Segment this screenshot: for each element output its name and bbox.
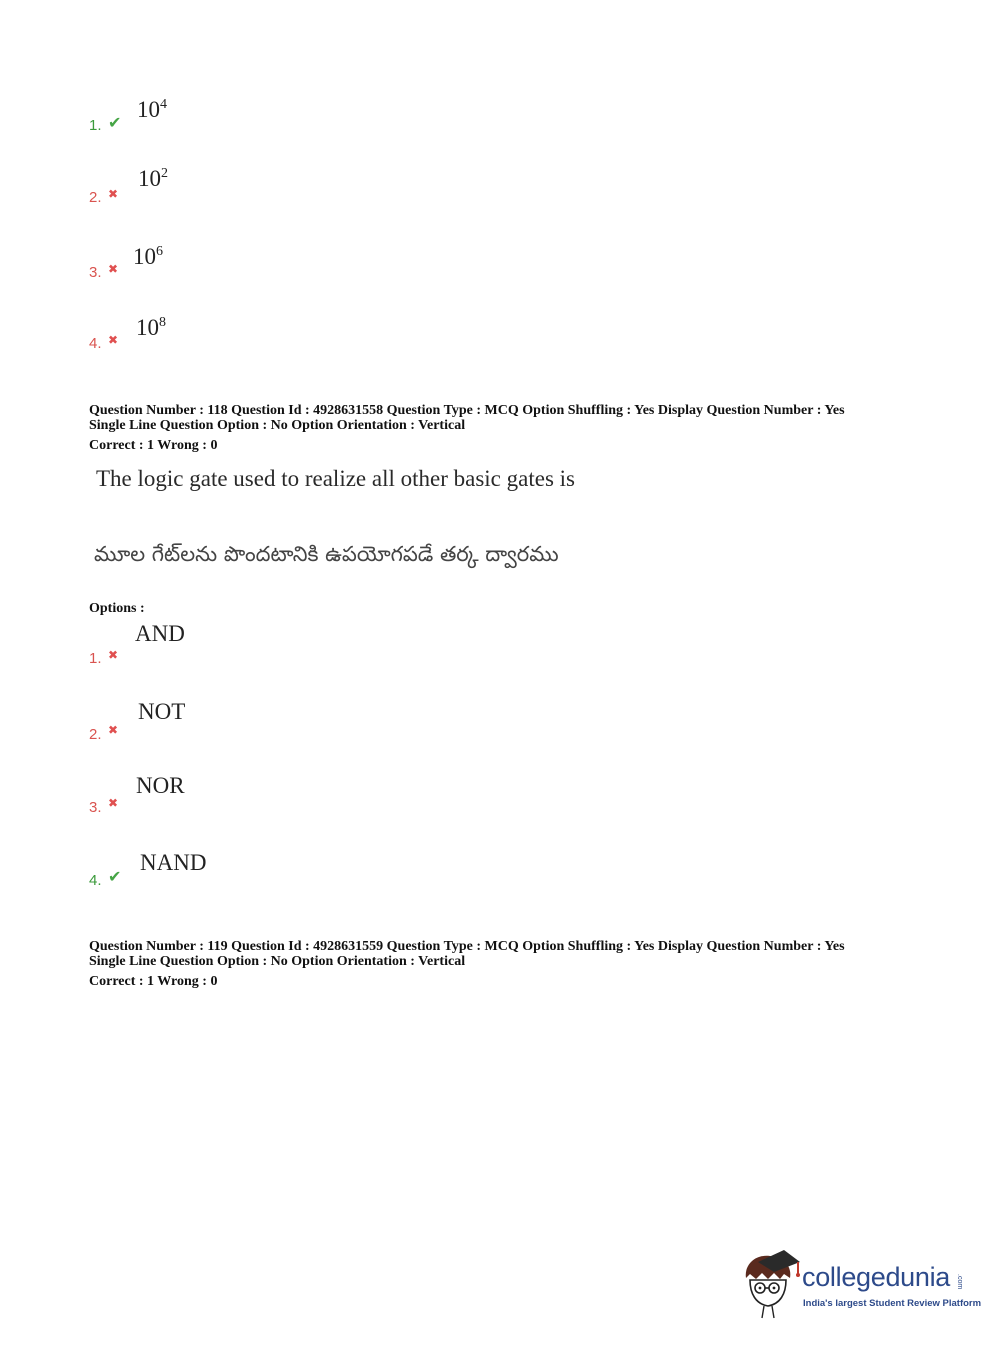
option-1 [0, 618, 400, 678]
option-text: $10^8$ [136, 315, 166, 340]
question-meta-line1: Question Number : 118 Question Id : 4928631558 Question Type : MCQ Option Shuffling : Yes Display Question Number : Yes [89, 403, 845, 418]
question-text-english: The logic gate used to realize all other basic gates is [96, 466, 575, 491]
prev-option-3 [0, 242, 400, 302]
option-text: NOT [138, 699, 186, 724]
option-2 [0, 697, 400, 757]
option-number: 3. [89, 799, 102, 816]
cross-icon: ✖ [108, 796, 119, 810]
question-meta-line2: Single Line Question Option : No Option Orientation : Vertical [89, 418, 466, 433]
option-text: AND [135, 621, 185, 646]
option-text: NOR [136, 773, 185, 798]
option-text: NAND [140, 850, 207, 875]
option-number: 1. [89, 650, 102, 667]
option-text: $10^6$ [133, 244, 163, 269]
option-number: 2. [89, 726, 102, 743]
option-4 [0, 848, 400, 908]
check-icon: ✔ [108, 867, 122, 886]
question-marks: Correct : 1 Wrong : 0 [89, 974, 218, 989]
question-text-telugu: మూల గేట్‌లను పొందటానికి ఉపయోగపడే తర్క ద్వారము [94, 542, 559, 566]
option-number: 3. [89, 264, 102, 281]
option-3 [0, 771, 400, 831]
cross-icon: ✖ [108, 333, 119, 347]
option-number: 1. [89, 117, 102, 134]
question-meta-line2: Single Line Question Option : No Option Orientation : Vertical [89, 954, 466, 969]
option-number: 4. [89, 335, 102, 352]
prev-option-2 [0, 164, 400, 224]
prev-option-4 [0, 313, 400, 373]
logo-tagline: India's largest Student Review Platform [803, 1298, 982, 1309]
logo-name: collegedunia [802, 1262, 951, 1292]
collegedunia-logo [740, 1248, 980, 1323]
option-number: 2. [89, 189, 102, 206]
cross-icon: ✖ [108, 262, 119, 276]
mascot-icon [740, 1248, 802, 1323]
prev-option-1 [0, 95, 400, 155]
question-marks: Correct : 1 Wrong : 0 [89, 438, 218, 453]
cross-icon: ✖ [108, 648, 119, 662]
option-number: 4. [89, 872, 102, 889]
check-icon: ✔ [108, 113, 122, 132]
option-text: $10^4$ [137, 97, 167, 122]
cross-icon: ✖ [108, 187, 119, 201]
option-text: $10^2$ [138, 166, 168, 191]
cross-icon: ✖ [108, 723, 119, 737]
options-label: Options : [89, 601, 145, 616]
question-meta-line1: Question Number : 119 Question Id : 4928631559 Question Type : MCQ Option Shuffling : Yes Display Question Number : Yes [89, 939, 845, 954]
logo-suffix: .com [956, 1274, 963, 1290]
